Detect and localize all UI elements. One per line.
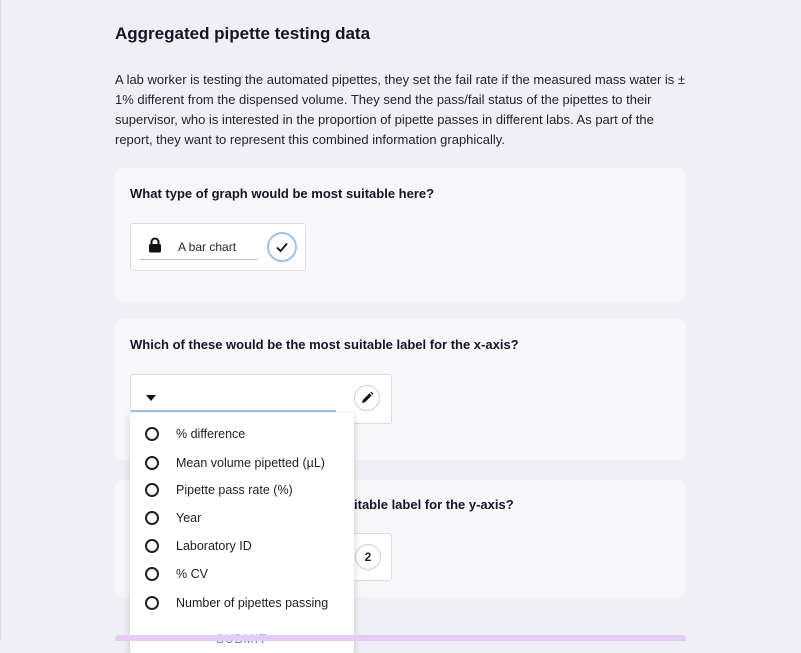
radio-button[interactable] [145, 567, 159, 581]
answer-box [130, 223, 306, 271]
radio-button[interactable] [145, 596, 159, 610]
x-axis-options-menu [130, 413, 354, 653]
question-prompt: Which of these would be the most suitable label for the x-axis? [130, 337, 519, 352]
radio-button[interactable] [145, 427, 159, 441]
question-prompt: itable label for the y-axis? [354, 497, 514, 512]
option-label: Number of pipettes passing [176, 596, 329, 610]
answer-text: A bar chart [178, 240, 237, 254]
lock-icon [148, 237, 162, 253]
option-percent-cv[interactable] [130, 560, 354, 588]
option-label: % difference [176, 427, 246, 441]
pencil-icon [354, 385, 380, 411]
intro-text: A lab worker is testing the automated pipettes, they set the fail rate if the measured mass water is ± 1% different from the dispensed volume. They send the pass/fail status of the pipettes to their supervisor, who is interested in the proportion of pipette passes in different labs. As part of the report, they want to represent this combined information graphically. [115, 72, 686, 147]
select-underline [131, 410, 336, 412]
question-card-graph-type [115, 168, 686, 301]
correct-check-icon [267, 232, 297, 262]
option-year[interactable] [130, 504, 354, 532]
option-pipettes-passing[interactable] [130, 589, 354, 617]
option-label: % CV [176, 567, 208, 581]
next-card-strip [115, 635, 686, 641]
option-pass-rate[interactable] [130, 476, 354, 504]
answer-underline [140, 259, 258, 260]
option-label: Laboratory ID [176, 539, 252, 553]
option-label: Year [176, 511, 202, 525]
attempts-badge: 2 [355, 544, 381, 570]
radio-button[interactable] [145, 511, 159, 525]
page-title: Aggregated pipette testing data [115, 24, 371, 43]
radio-button[interactable] [145, 483, 159, 497]
window-edge [0, 0, 1, 641]
option-percent-difference[interactable] [130, 420, 354, 448]
option-label: Mean volume pipetted (µL) [176, 456, 325, 470]
dropdown-arrow-icon[interactable] [146, 395, 156, 401]
option-label: Pipette pass rate (%) [176, 483, 293, 497]
question-prompt: What type of graph would be most suitable here? [130, 186, 435, 201]
option-mean-volume[interactable] [130, 449, 354, 477]
radio-button[interactable] [145, 539, 159, 553]
option-laboratory-id[interactable] [130, 532, 354, 560]
radio-button[interactable] [145, 456, 159, 470]
